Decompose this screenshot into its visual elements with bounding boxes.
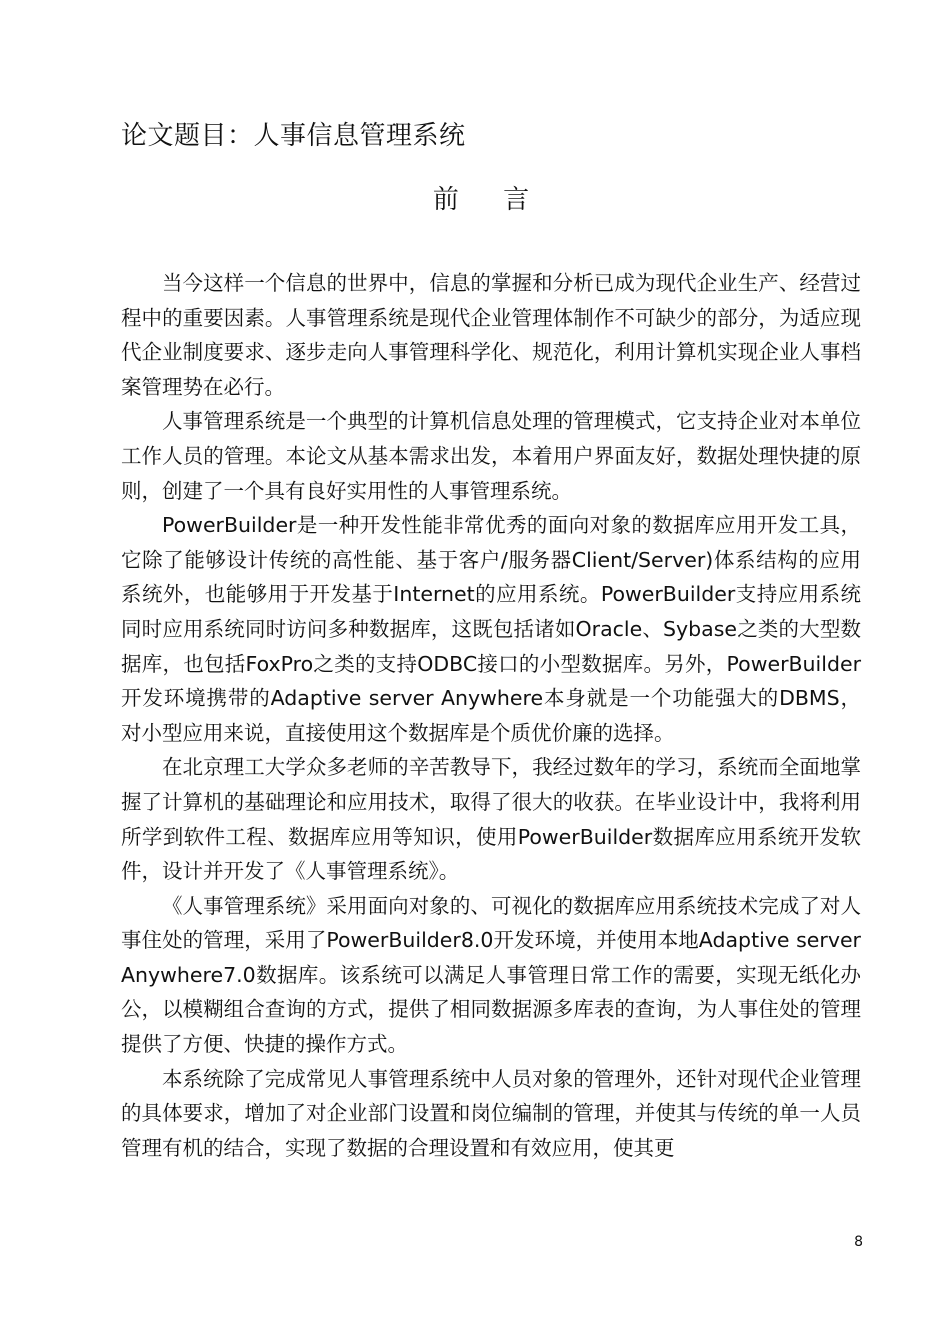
thesis-title: 论文题目：人事信息管理系统 [121, 121, 466, 151]
paragraph-2: 人事管理系统是一个典型的计算机信息处理的管理模式，它支持企业对本单位工作人员的管理。本论文从基本需求出发，本着用户界面友好，数据处理快捷的原则，创建了一个具有良好实用性的人事管理系统。 [121, 409, 861, 503]
paragraph-1: 当今这样一个信息的世界中，信息的掌握和分析已成为现代企业生产、经营过程中的重要因素。人事管理系统是现代企业管理体制作不可缺少的部分，为适应现代企业制度要求、逐步走向人事管理科学化、规范化，利用计算机实现企业人事档案管理势在必行。 [121, 271, 861, 399]
page-number: 8 [854, 1234, 863, 1250]
paragraph-3: PowerBuilder是一种开发性能非常优秀的面向对象的数据库应用开发工具，它除了能够设计传统的高性能、基于客户/服务器Client/Server)体系结构的应用系统外，也能够用于开发基于Internet的应用系统。PowerBuilder支持应用系统同时应用系统同时访问多种数据库，这既包括诸如Oracle、Sybase之类的大型数据库，也包括FoxPro之类的支持ODBC接口的小型数据库。另外，PowerBuilder开发环境携带的Adaptive server Anywhere本身就是一个功能强大的DBMS，对小型应用来说，直接使用这个数据库是个质优价廉的选择。 [121, 513, 861, 745]
preface-heading: 前 言 [432, 185, 548, 215]
body-text [121, 266, 861, 1165]
paragraph-5: 《人事管理系统》采用面向对象的、可视化的数据库应用系统技术完成了对人事住处的管理，采用了PowerBuilder8.0开发环境，并使用本地Adaptive server Anywhere7.0数据库。该系统可以满足人事管理日常工作的需要，实现无纸化办公，以模糊组合查询的方式，提供了相同数据源多库表的查询，为人事住处的管理提供了方便、快捷的操作方式。 [121, 893, 861, 1057]
paragraph-6: 本系统除了完成常见人事管理系统中人员对象的管理外，还针对现代企业管理的具体要求，增加了对企业部门设置和岗位编制的管理，并使其与传统的单一人员管理有机的结合，实现了数据的合理设置和有效应用，使其更 [121, 1066, 861, 1160]
paragraph-4: 在北京理工大学众多老师的辛苦教导下，我经过数年的学习，系统而全面地掌握了计算机的基础理论和应用技术，取得了很大的收获。在毕业设计中，我将利用所学到软件工程、数据库应用等知识，使用PowerBuilder数据库应用系统开发软件，设计并开发了《人事管理系统》。 [121, 755, 861, 884]
